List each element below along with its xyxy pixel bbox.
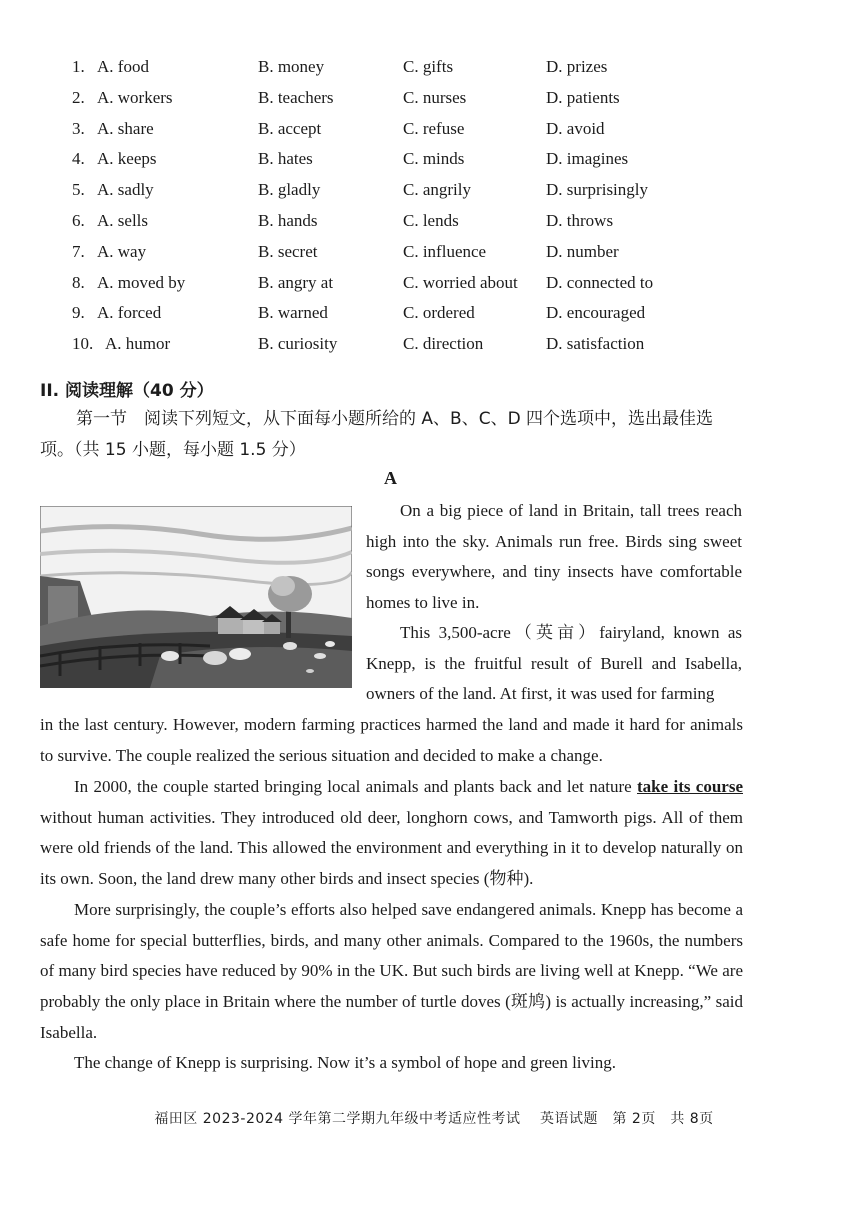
option-row (72, 329, 692, 360)
options-table (72, 52, 692, 360)
passage-paragraph-1: On a big piece of land in Britain, tall trees reach high into the sky. Animals run free. Birds sing sweet songs everywhere, and tiny insects have comfortable homes to live in. (366, 501, 742, 613)
option-c: C. gifts (403, 57, 454, 76)
option-row (72, 206, 692, 237)
option-b: B. hates (258, 149, 313, 169)
passage-paragraph-4: More surprisingly, the couple’s efforts also helped save endangered animals. Knepp has become a safe home for special butterflies, birds, and many other animals. Compared to the 1960s, the numbers of many bird species have reduced by 90% in the UK. But such birds are living well at Knepp. “We are probably the only place in Britain where the number of turtle doves (斑鸠) is actually increasing,” said Isabella. (40, 900, 743, 1042)
section-title: II. 阅读理解（40 分） (40, 381, 214, 401)
option-b: B. angry at (258, 272, 334, 292)
option-row (72, 114, 692, 145)
option-row (72, 52, 692, 83)
option-c: C. lends (403, 210, 459, 230)
option-c: C. direction (403, 334, 484, 354)
option-a: A. workers (97, 87, 173, 107)
option-row (72, 144, 692, 175)
question-number: 9. (72, 303, 85, 323)
option-b: B. money (258, 57, 325, 76)
paragraph-3-text-after: without human activities. They introduced old deer, longhorn cows, and Tamworth pigs. All of them were old friends of the land. This allowed the environment and everything in it to develop naturally on its own. Soon, the land drew many other birds and insect species (物种). (40, 807, 743, 889)
question-number: 7. (72, 241, 85, 261)
option-c: C. nurses (403, 87, 467, 107)
question-number: 1. (72, 57, 85, 76)
passage-paragraph-2-start: This 3,500-acre（英亩）fairyland, known as Knepp, is the fruitful result of Burell and Isabella, owners of the land. At first, it was used for farming (366, 623, 742, 704)
option-a: A. moved by (97, 272, 186, 292)
option-row (72, 83, 692, 114)
option-d: D. satisfaction (546, 334, 645, 354)
farmland-illustration (40, 506, 352, 688)
option-c: C. refuse (403, 118, 465, 138)
page-footer: 福田区 2023-2024 学年第二学期九年级中考适应性考试 英语试题 第 2页 共 8页 (154, 1111, 714, 1127)
option-b: B. teachers (258, 87, 334, 107)
option-b: B. gladly (258, 180, 321, 200)
option-b: B. warned (258, 303, 328, 323)
option-b: B. secret (258, 241, 318, 261)
option-d: D. encouraged (546, 303, 646, 323)
option-a: A. forced (97, 303, 162, 323)
question-number: 10. (72, 334, 94, 354)
question-number: 8. (72, 272, 85, 292)
underlined-phrase: take its course (637, 777, 743, 796)
option-d: D. throws (546, 210, 614, 230)
option-d: D. imagines (546, 149, 629, 169)
option-row (72, 268, 692, 299)
option-c: C. minds (403, 149, 465, 169)
passage-paragraph-2-end: in the last century. However, modern farming practices harmed the land and made it hard for animals to survive. The couple realized the serious situation and decided to make a change. (40, 715, 743, 765)
option-b: B. hands (258, 210, 318, 230)
question-number: 3. (72, 118, 85, 138)
question-number: 4. (72, 149, 85, 169)
passage-letter: A (384, 468, 397, 488)
option-a: A. food (97, 57, 149, 76)
option-a: A. keeps (97, 149, 157, 169)
option-row (72, 237, 692, 268)
option-c: C. worried about (403, 272, 518, 292)
option-a: A. sells (97, 210, 148, 230)
section-instruction: 第一节 阅读下列短文，从下面每小题所给的 A、B、C、D 四个选项中，选出最佳选项。（共 15 小题，每小题 1.5 分） (40, 409, 714, 460)
question-number: 6. (72, 210, 85, 230)
option-a: A. share (97, 118, 154, 138)
option-row (72, 298, 692, 329)
paragraph-3-text-before: In 2000, the couple started bringing local animals and plants back and let nature (74, 777, 637, 796)
option-b: B. accept (258, 118, 322, 138)
option-d: D. surprisingly (546, 180, 648, 200)
question-number: 5. (72, 180, 85, 200)
option-row (72, 175, 692, 206)
option-c: C. influence (403, 241, 487, 261)
option-d: D. avoid (546, 118, 605, 138)
option-c: C. ordered (403, 303, 475, 323)
option-b: B. curiosity (258, 334, 338, 354)
option-a: A. humor (105, 334, 171, 354)
option-d: D. patients (546, 87, 620, 107)
question-number: 2. (72, 87, 85, 107)
option-c: C. angrily (403, 180, 471, 200)
option-d: D. connected to (546, 272, 654, 292)
passage-paragraph-3 (40, 772, 743, 895)
option-a: A. way (97, 241, 147, 261)
passage-paragraph-5: The change of Knepp is surprising. Now it’s a symbol of hope and green living. (74, 1053, 617, 1072)
option-d: D. prizes (546, 57, 608, 76)
option-d: D. number (546, 241, 619, 261)
option-a: A. sadly (97, 180, 154, 200)
